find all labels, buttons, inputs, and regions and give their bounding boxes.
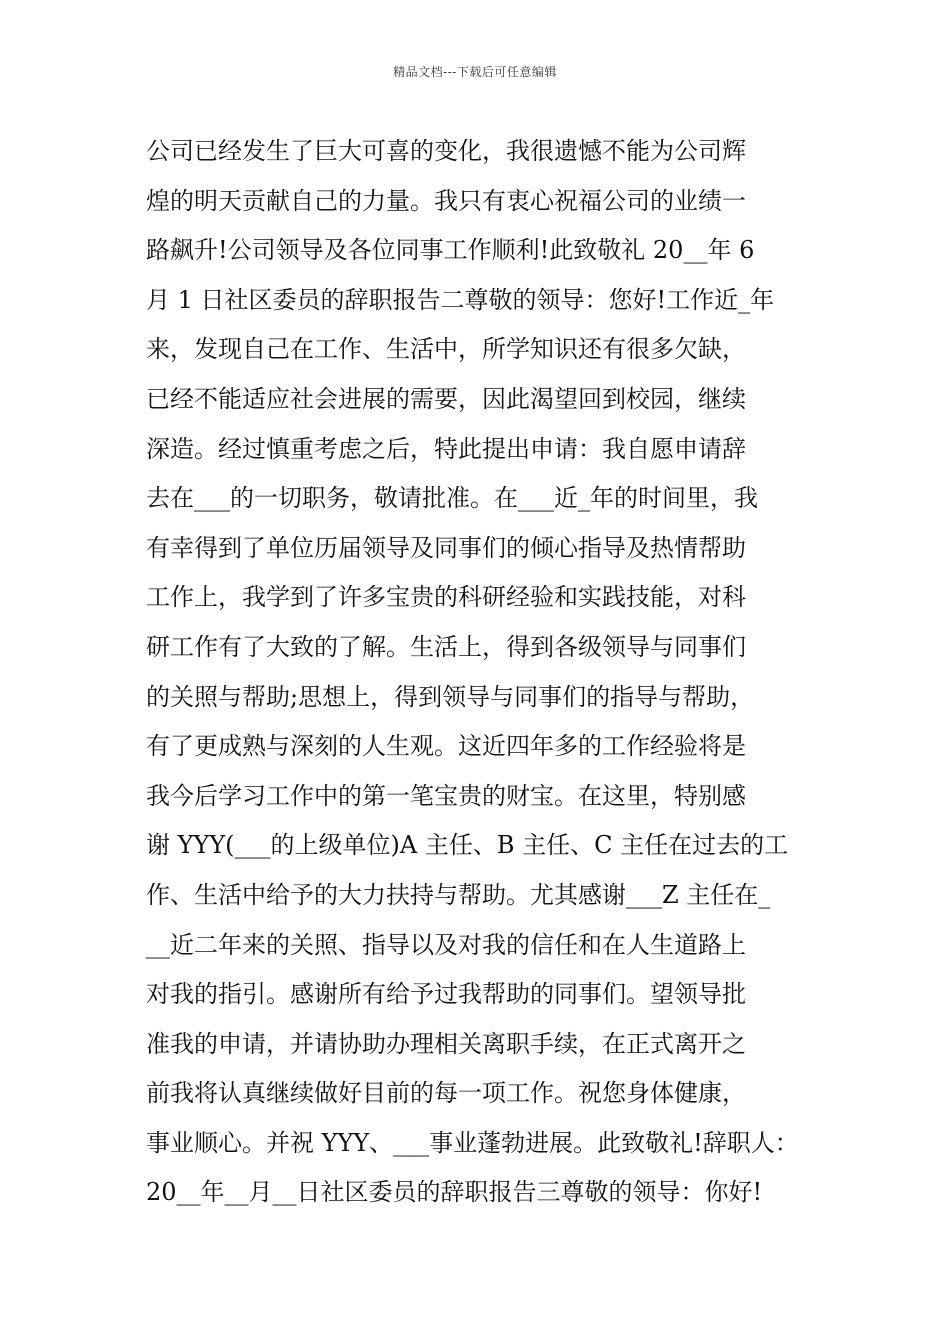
text-line: 深造。经过慎重考虑之后，特此提出申请：我自愿申请辞 bbox=[146, 434, 746, 463]
text-line: 来，发现自己在工作、生活中，所学知识还有很多欠缺， bbox=[146, 335, 746, 364]
text-line: 我今后学习工作中的第一笔宝贵的财宝。在这里，特别感 bbox=[146, 781, 746, 810]
text-line: 去在___的一切职务，敬请批准。在___近_年的时间里，我 bbox=[146, 484, 758, 513]
text-line: 煌的明天贡献自己的力量。我只有衷心祝福公司的业绩一 bbox=[146, 186, 746, 215]
text-line: 工作上，我学到了许多宝贵的科研经验和实践技能，对科 bbox=[146, 583, 746, 612]
text-line: 路飙升!公司领导及各位同事工作顺利!此致敬礼 20__年 6 bbox=[146, 236, 755, 265]
text-line: 谢 YYY(___的上级单位)A 主任、B 主任、C 主任在过去的工 bbox=[146, 831, 789, 860]
text-line: __近二年来的关照、指导以及对我的信任和在人生道路上 bbox=[146, 930, 746, 959]
text-line: 事业顺心。并祝 YYY、___事业蓬勃进展。此致敬礼!辞职人： bbox=[146, 1128, 799, 1157]
text-line: 前我将认真继续做好目前的每一项工作。祝您身体健康， bbox=[146, 1079, 746, 1108]
text-line: 20__年__月__日社区委员的辞职报告三尊敬的领导：你好! bbox=[146, 1178, 763, 1207]
text-line: 作、生活中给予的大力扶持与帮助。尤其感谢___Z 主任在_ bbox=[146, 880, 771, 909]
text-line: 公司已经发生了巨大可喜的变化，我很遗憾不能为公司辉 bbox=[146, 137, 746, 165]
text-line: 对我的指引。感谢所有给予过我帮助的同事们。望领导批 bbox=[146, 980, 746, 1009]
text-line: 已经不能适应社会进展的需要，因此渴望回到校园，继续 bbox=[146, 384, 746, 413]
text-line: 月 1 日社区委员的辞职报告二尊敬的领导：您好!工作近_年 bbox=[146, 285, 775, 314]
text-line: 的关照与帮助;思想上，得到领导与同事们的指导与帮助， bbox=[146, 682, 755, 711]
page-header: 精品文档---下载后可任意编辑 bbox=[393, 65, 557, 79]
text-line: 有了更成熟与深刻的人生观。这近四年多的工作经验将是 bbox=[146, 732, 746, 761]
body-text bbox=[146, 127, 826, 1218]
text-line: 准我的申请，并请协助办理相关离职手续，在正式离开之 bbox=[146, 1029, 746, 1058]
text-line: 有幸得到了单位历届领导及同事们的倾心指导及热情帮助 bbox=[146, 533, 746, 562]
text-line: 研工作有了大致的了解。生活上，得到各级领导与同事们 bbox=[146, 632, 746, 661]
